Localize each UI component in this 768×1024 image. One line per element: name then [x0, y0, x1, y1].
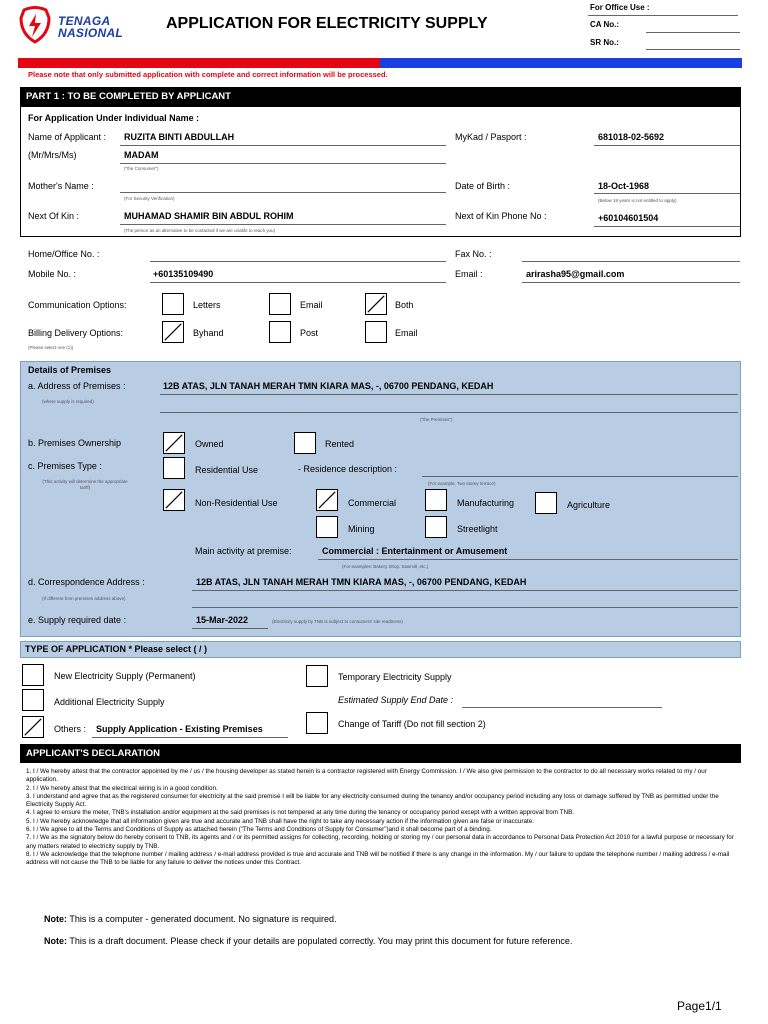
non-residential-checkbox[interactable]: [163, 489, 185, 511]
individual-subheading: For Application Under Individual Name :: [28, 113, 200, 123]
address-label: a. Address of Premises :: [28, 381, 126, 391]
comm-both-checkbox[interactable]: [365, 293, 387, 315]
comm-email-label: Email: [300, 300, 323, 310]
type-note: (This activity will determine the appropriate tariff): [42, 479, 128, 490]
note-2: [44, 936, 572, 946]
streetlight-checkbox[interactable]: [425, 516, 447, 538]
others-value[interactable]: Supply Application - Existing Premises: [96, 724, 263, 734]
type-label: c. Premises Type :: [28, 461, 102, 471]
rented-label: Rented: [325, 439, 355, 449]
page-number: Page1/1: [677, 999, 722, 1013]
additional-supply-label: Additional Electricity Supply: [54, 697, 165, 707]
ca-no-field[interactable]: [646, 32, 740, 33]
header-blue-bar: [380, 58, 742, 68]
title-line: [120, 163, 446, 164]
where-note: (where supply is required): [42, 399, 94, 404]
manufacturing-label: Manufacturing: [457, 498, 515, 508]
mobile-value[interactable]: +60135109490: [153, 269, 214, 279]
billing-post-label: Post: [300, 328, 319, 338]
tnb-logo: [18, 6, 138, 46]
corr-note: (If different from premises address above): [42, 596, 126, 601]
res-example: (For example, Two storey terrace): [428, 481, 496, 486]
declaration-text: [26, 768, 738, 868]
kin-phone-line: [594, 226, 740, 227]
supply-date-label: e. Supply required date :: [28, 615, 127, 625]
header-red-bar: [18, 58, 380, 68]
declaration-item: 5. I / We hereby acknowledge that all information given are true and accurate and TNB shall have the right to take any necessary action if the information given are false or inaccurate.: [26, 817, 535, 825]
rented-checkbox[interactable]: [294, 432, 316, 454]
change-tariff-label: Change of Tariff (Do not fill section 2): [338, 719, 486, 729]
name-value[interactable]: RUZITA BINTI ABDULLAH: [124, 132, 235, 142]
email-label: Email :: [455, 269, 483, 279]
address-line-1: [160, 394, 738, 395]
billing-email-checkbox[interactable]: [365, 321, 387, 343]
application-type-heading: TYPE OF APPLICATION * Please select ( / ): [25, 644, 208, 654]
email-line: [522, 282, 740, 283]
logo-text-nasional: NASIONAL: [58, 26, 124, 40]
change-tariff-checkbox[interactable]: [306, 712, 328, 734]
fax-field[interactable]: [522, 261, 740, 262]
agriculture-checkbox[interactable]: [535, 492, 557, 514]
dob-value[interactable]: 18-Oct-1968: [598, 181, 650, 191]
billing-post-checkbox[interactable]: [269, 321, 291, 343]
residential-label: Residential Use: [195, 465, 259, 475]
temp-supply-checkbox[interactable]: [306, 665, 328, 687]
check-slash-icon: [23, 717, 43, 737]
corr-value[interactable]: 12B ATAS, JLN TANAH MERAH TMN KIARA MAS, -, 06700 PENDANG, KEDAH: [196, 577, 527, 587]
fax-label: Fax No. :: [455, 249, 492, 259]
declaration-item: 4. I agree to ensure the meter, TNB's installation and/or equipment at the said premises is not tempered at any time during the tenancy or occupancy period except with a written approval from TNB.: [26, 809, 575, 817]
declaration-heading: APPLICANT'S DECLARATION: [20, 744, 741, 763]
comm-label: Communication Options:: [28, 300, 127, 310]
comm-letters-checkbox[interactable]: [162, 293, 184, 315]
billing-byhand-checkbox[interactable]: [162, 321, 184, 343]
age-note: (Below 18 years is not entitled to apply): [598, 198, 677, 203]
main-activity-label: Main activity at premise:: [195, 546, 292, 556]
temp-supply-label: Temporary Electricity Supply: [338, 672, 452, 682]
supply-date-line: [192, 628, 268, 629]
security-note: (For Security Verification): [124, 196, 175, 201]
declaration-item: 3. I understand and agree that as the registered consumer for electricity at the said premise I will be liable for any electricity consumed during the tenancy and/or occupancy period including any loss or damage suffered by TNB as permitted under the Electricity Supply Act.: [26, 792, 719, 809]
declaration-item: 1. I / We hereby attest that the contractor appointed by me / us / the housing developer as stated herein is a contractor registered with Energy Commission. I / We also give permission to the contractor to do all necessary works related to my / our application.: [26, 768, 707, 784]
premises-heading: Details of Premises: [28, 365, 112, 375]
check-slash-icon: [317, 490, 337, 510]
commercial-label: Commercial: [348, 498, 397, 508]
declaration-item: 2. I / We hereby attest that the electrical wiring is in a good condition.: [26, 784, 218, 792]
title-label: (Mr/Mrs/Ms): [28, 150, 77, 160]
est-end-label: Estimated Supply End Date :: [338, 695, 454, 705]
mining-checkbox[interactable]: [316, 516, 338, 538]
mother-field[interactable]: [120, 192, 446, 193]
non-residential-label: Non-Residential Use: [195, 498, 278, 508]
kin-label: Next Of Kin :: [28, 211, 80, 221]
note-2-text: This is a draft document. Please check if your details are populated correctly. You may print this document for future reference.: [69, 936, 573, 946]
check-slash-icon: [163, 322, 183, 342]
corr-line-1: [192, 590, 738, 591]
kin-phone-label: Next of Kin Phone No :: [455, 211, 547, 221]
comm-letters-label: Letters: [193, 300, 221, 310]
ca-no-label: CA No.:: [590, 20, 620, 29]
mobile-label: Mobile No. :: [28, 269, 77, 279]
mining-label: Mining: [348, 524, 375, 534]
page-title: APPLICATION FOR ELECTRICITY SUPPLY: [166, 15, 488, 32]
res-desc-label: - Residence description :: [298, 464, 398, 474]
mykad-label: MyKad / Pasport :: [455, 132, 527, 142]
residential-checkbox[interactable]: [163, 457, 185, 479]
kin-value[interactable]: MUHAMAD SHAMIR BIN ABDUL ROHIM: [124, 211, 294, 221]
note-1: [44, 914, 336, 924]
billing-byhand-label: Byhand: [193, 328, 224, 338]
select-one-note: (Please select one (1)): [28, 345, 74, 350]
owned-checkbox[interactable]: [163, 432, 185, 454]
others-line: [92, 737, 288, 738]
new-supply-checkbox[interactable]: [22, 664, 44, 686]
res-desc-field[interactable]: [422, 476, 738, 477]
ownership-label: b. Premises Ownership: [28, 438, 122, 448]
supply-note: (Electricity supply by TNB is subject to consumers' site readiness): [272, 619, 403, 624]
corr-label: d. Correspondence Address :: [28, 577, 145, 587]
kin-phone-value[interactable]: +60104601504: [598, 213, 659, 223]
mother-label: Mother's Name :: [28, 181, 94, 191]
mykad-line: [594, 145, 740, 146]
note-2-label: Note:: [44, 936, 67, 946]
agriculture-label: Agriculture: [567, 500, 611, 510]
declaration-item: 8. I / We acknowledge that the telephone number / mailing address / e-mail address provided is true and accurate and TNB will be notified if there is any change in the information. My / our failure to update the telephone number / mailing address / e-mail address will not cause the TNB to be liable for any failure to deliver the notices under this Contract.: [26, 850, 730, 867]
others-label: Others :: [54, 724, 87, 734]
logo-text-tenaga: TENAGA: [58, 14, 111, 28]
check-slash-icon: [164, 433, 184, 453]
commercial-checkbox[interactable]: [316, 489, 338, 511]
mobile-line: [150, 282, 446, 283]
dob-label: Date of Birth :: [455, 181, 511, 191]
part1-heading: PART 1 : TO BE COMPLETED BY APPLICANT: [20, 87, 741, 107]
owned-label: Owned: [195, 439, 224, 449]
activity-example: (For examples: Bakery Shop, Sawmill, etc.): [342, 564, 429, 569]
billing-email-label: Email: [395, 328, 418, 338]
premises-note: ("the Premises"): [420, 417, 453, 422]
title-value[interactable]: MADAM: [124, 150, 159, 160]
consumer-note: ("the Consumer"): [124, 166, 159, 171]
main-activity-line: [318, 559, 738, 560]
declaration-item: 6. I / We agree to all the Terms and Conditions of Supply as attached herein ("The Terms and Conditions of Supply for Consumer")and it shall become part of a binding.: [26, 826, 492, 834]
corr-line-2: [192, 607, 738, 608]
tnb-logo-mark: [18, 6, 52, 44]
office-use-label: For Office Use :: [590, 3, 650, 12]
comm-both-label: Both: [395, 300, 414, 310]
name-label: Name of Applicant :: [28, 132, 107, 142]
mykad-value[interactable]: 681018-02-5692: [598, 132, 665, 142]
streetlight-label: Streetlight: [457, 524, 498, 534]
additional-supply-checkbox[interactable]: [22, 689, 44, 711]
kin-line: [120, 224, 446, 225]
processing-notice: Please note that only submitted application with complete and correct information will be processed.: [28, 70, 388, 79]
home-label: Home/Office No. :: [28, 249, 100, 259]
address-line-2: [160, 412, 738, 413]
kin-note: (The person as an alternative to be contacted if we are unable to reach you): [124, 228, 276, 233]
note-1-label: Note:: [44, 914, 67, 924]
billing-label: Billing Delivery Options:: [28, 328, 124, 338]
email-value[interactable]: arirasha95@gmail.com: [526, 269, 625, 279]
sr-no-label: SR No.:: [590, 38, 619, 47]
others-checkbox[interactable]: [22, 716, 44, 738]
address-value[interactable]: 12B ATAS, JLN TANAH MERAH TMN KIARA MAS, -, 06700 PENDANG, KEDAH: [163, 381, 494, 391]
home-field[interactable]: [150, 261, 446, 262]
supply-date-value[interactable]: 15-Mar-2022: [196, 615, 249, 625]
comm-email-checkbox[interactable]: [269, 293, 291, 315]
note-1-text: This is a computer - generated document. No signature is required.: [69, 914, 337, 924]
est-end-field[interactable]: [462, 707, 662, 708]
check-slash-icon: [366, 294, 386, 314]
name-line: [120, 145, 446, 146]
dob-line: [594, 193, 740, 194]
declaration-item: 7. I / We as the signatory below do hereby consent to TNB, its agents and / or its permitted assigns for collecting, recording, holding or storing my / our personal data in accordance to Personal Data Protection Act 2010 for a lawful purpose or necessary for any matters related to electricity supply by TNB.: [26, 834, 734, 850]
new-supply-label: New Electricity Supply (Permanent): [54, 671, 196, 681]
main-activity-value[interactable]: Commercial : Entertainment or Amusement: [322, 546, 508, 556]
sr-no-field[interactable]: [646, 49, 740, 50]
manufacturing-checkbox[interactable]: [425, 489, 447, 511]
office-use-line: [588, 15, 738, 16]
check-slash-icon: [164, 490, 184, 510]
